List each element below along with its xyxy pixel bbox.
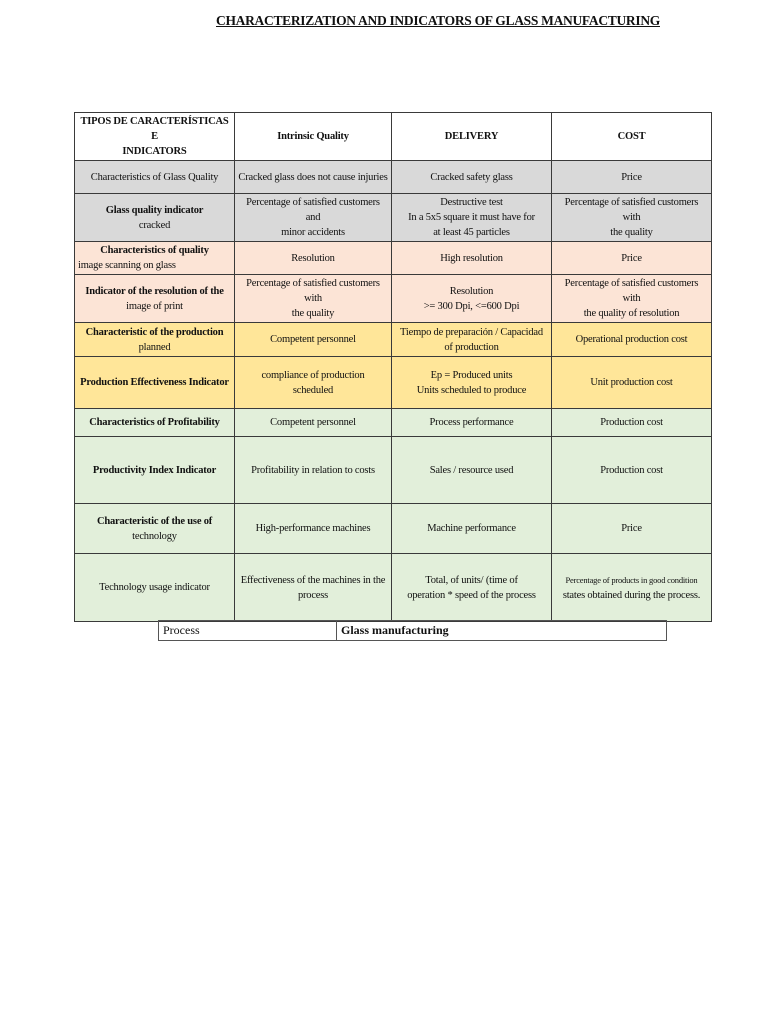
cell-text: process	[297, 589, 329, 601]
cell-text: Process performance	[429, 417, 514, 428]
row-label	[75, 437, 235, 504]
table-row	[75, 554, 712, 622]
cell-text: operation * speed of the process	[407, 589, 536, 601]
table-row	[75, 409, 712, 437]
process-table	[158, 620, 667, 641]
header-delivery: DELIVERY	[392, 113, 552, 161]
cell-text: image of print	[126, 300, 183, 312]
intrinsic-quality-cell	[235, 275, 392, 323]
cell-text: Characteristic of the production	[85, 326, 224, 338]
cell-text: Resolution	[449, 285, 494, 297]
cell-text: Resolution	[291, 252, 335, 264]
cell-text: Percentage of satisfied customers with	[564, 278, 699, 304]
cell-text: Production cost	[600, 464, 663, 476]
delivery-cell	[392, 161, 552, 194]
delivery-cell	[392, 242, 552, 275]
table-row	[75, 275, 712, 323]
cell-text: Percentage of products in good condition	[565, 574, 698, 585]
delivery-cell	[392, 437, 552, 504]
intrinsic-quality-cell	[235, 242, 392, 275]
cell-text: Ep = Produced units	[430, 369, 513, 381]
cell-text: scheduled	[292, 384, 334, 396]
cell-text: states obtained during the process.	[562, 589, 701, 601]
delivery-cell	[392, 409, 552, 437]
cost-cell	[552, 437, 712, 504]
cell-text: Competent personnel	[270, 334, 356, 345]
row-label	[75, 409, 235, 437]
cell-text: at least 45 particles	[433, 227, 510, 238]
table-row	[75, 242, 712, 275]
header-intrinsic-quality: Intrinsic Quality	[235, 113, 392, 161]
cell-text: the quality	[610, 227, 653, 238]
header-row	[75, 113, 712, 161]
cell-text: technology	[132, 530, 177, 542]
cost-cell	[552, 504, 712, 554]
cell-text: >= 300 Dpi, <=600 Dpi	[423, 300, 520, 312]
row-label	[75, 323, 235, 357]
cost-cell	[552, 275, 712, 323]
cell-text: compliance of production	[261, 369, 365, 381]
header-types	[75, 113, 235, 161]
row-label	[75, 357, 235, 409]
cell-text: Price	[621, 523, 642, 534]
cell-text: Characteristics of quality	[100, 245, 209, 256]
process-row	[159, 621, 667, 641]
cell-text: the quality	[291, 308, 335, 319]
header-cost: COST	[552, 113, 712, 161]
table-row	[75, 194, 712, 242]
table-row	[75, 161, 712, 194]
cost-cell	[552, 194, 712, 242]
cell-text: Productivity Index Indicator	[92, 464, 217, 476]
intrinsic-quality-cell	[235, 504, 392, 554]
cell-text: Tiempo de preparación / Capacidad	[400, 326, 543, 338]
intrinsic-quality-cell	[235, 437, 392, 504]
cell-text: Destructive test	[440, 197, 503, 208]
cell-text: cracked	[138, 219, 171, 231]
cell-text: Glass quality indicator	[105, 204, 204, 216]
cost-cell	[552, 409, 712, 437]
row-label	[75, 554, 235, 622]
cell-text: In a 5x5 square it must have for	[408, 212, 535, 223]
intrinsic-quality-cell	[235, 194, 392, 242]
row-label	[75, 242, 235, 275]
cell-text: Unit production cost	[590, 377, 673, 388]
cell-text: Indicator of the resolution of the	[85, 285, 224, 297]
delivery-cell	[392, 323, 552, 357]
intrinsic-quality-cell	[235, 409, 392, 437]
cell-text: Percentage of satisfied customers with	[246, 278, 380, 304]
cell-text: Machine performance	[427, 523, 516, 534]
delivery-cell	[392, 554, 552, 622]
cell-text: Characteristic of the use of	[96, 515, 213, 527]
cell-text: Total, of units/ (time of	[425, 574, 518, 586]
header-types-line-2: INDICATORS	[122, 146, 187, 157]
characterization-table	[74, 112, 712, 622]
cell-text: of production	[444, 341, 499, 353]
table-row	[75, 323, 712, 357]
cell-text: Cracked glass does not cause injuries	[238, 171, 388, 183]
process-label: Process	[159, 621, 337, 641]
cell-text: Production cost	[600, 417, 663, 428]
cell-text: image scanning on glass	[78, 260, 176, 271]
document-title: CHARACTERIZATION AND INDICATORS OF GLASS MANUFACTURING	[216, 13, 660, 28]
cell-text: Price	[621, 252, 642, 264]
cell-text: Price	[621, 171, 642, 183]
cell-text: High-performance machines	[255, 523, 371, 534]
intrinsic-quality-cell	[235, 554, 392, 622]
cell-text: planned	[138, 341, 171, 353]
delivery-cell	[392, 275, 552, 323]
cell-text: Profitability in relation to costs	[251, 465, 375, 476]
intrinsic-quality-cell	[235, 323, 392, 357]
process-value: Glass manufacturing	[337, 621, 667, 641]
cost-cell	[552, 161, 712, 194]
intrinsic-quality-cell	[235, 161, 392, 194]
cell-text: Operational production cost	[575, 334, 688, 345]
cell-text: Units scheduled to produce	[416, 384, 527, 396]
table-row	[75, 357, 712, 409]
intrinsic-quality-cell	[235, 357, 392, 409]
cost-cell	[552, 242, 712, 275]
cell-text: Cracked safety glass	[430, 171, 513, 183]
row-label	[75, 504, 235, 554]
table-row	[75, 504, 712, 554]
row-label	[75, 194, 235, 242]
cost-cell	[552, 357, 712, 409]
table-row	[75, 437, 712, 504]
cell-text: Percentage of satisfied customers with	[564, 197, 699, 223]
cell-text: High resolution	[440, 252, 503, 264]
cell-text: Percentage of satisfied customers and	[246, 197, 380, 223]
delivery-cell	[392, 357, 552, 409]
cell-text: Sales / resource used	[429, 464, 514, 476]
cell-text: minor accidents	[281, 227, 345, 238]
row-label	[75, 161, 235, 194]
cell-text: Production Effectiveness Indicator	[80, 377, 229, 388]
cost-cell	[552, 554, 712, 622]
cell-text: Competent personnel	[270, 417, 356, 428]
header-types-line-1: TIPOS DE CARACTERÍSTICAS E	[80, 116, 229, 142]
cell-text: Technology usage indicator	[99, 582, 210, 593]
cell-text: the quality of resolution	[583, 308, 680, 319]
cell-text: Characteristics of Glass Quality	[90, 171, 219, 183]
delivery-cell	[392, 504, 552, 554]
delivery-cell	[392, 194, 552, 242]
row-label	[75, 275, 235, 323]
cell-text: Effectiveness of the machines in the	[240, 574, 386, 586]
cost-cell	[552, 323, 712, 357]
cell-text: Characteristics of Profitability	[89, 417, 220, 428]
